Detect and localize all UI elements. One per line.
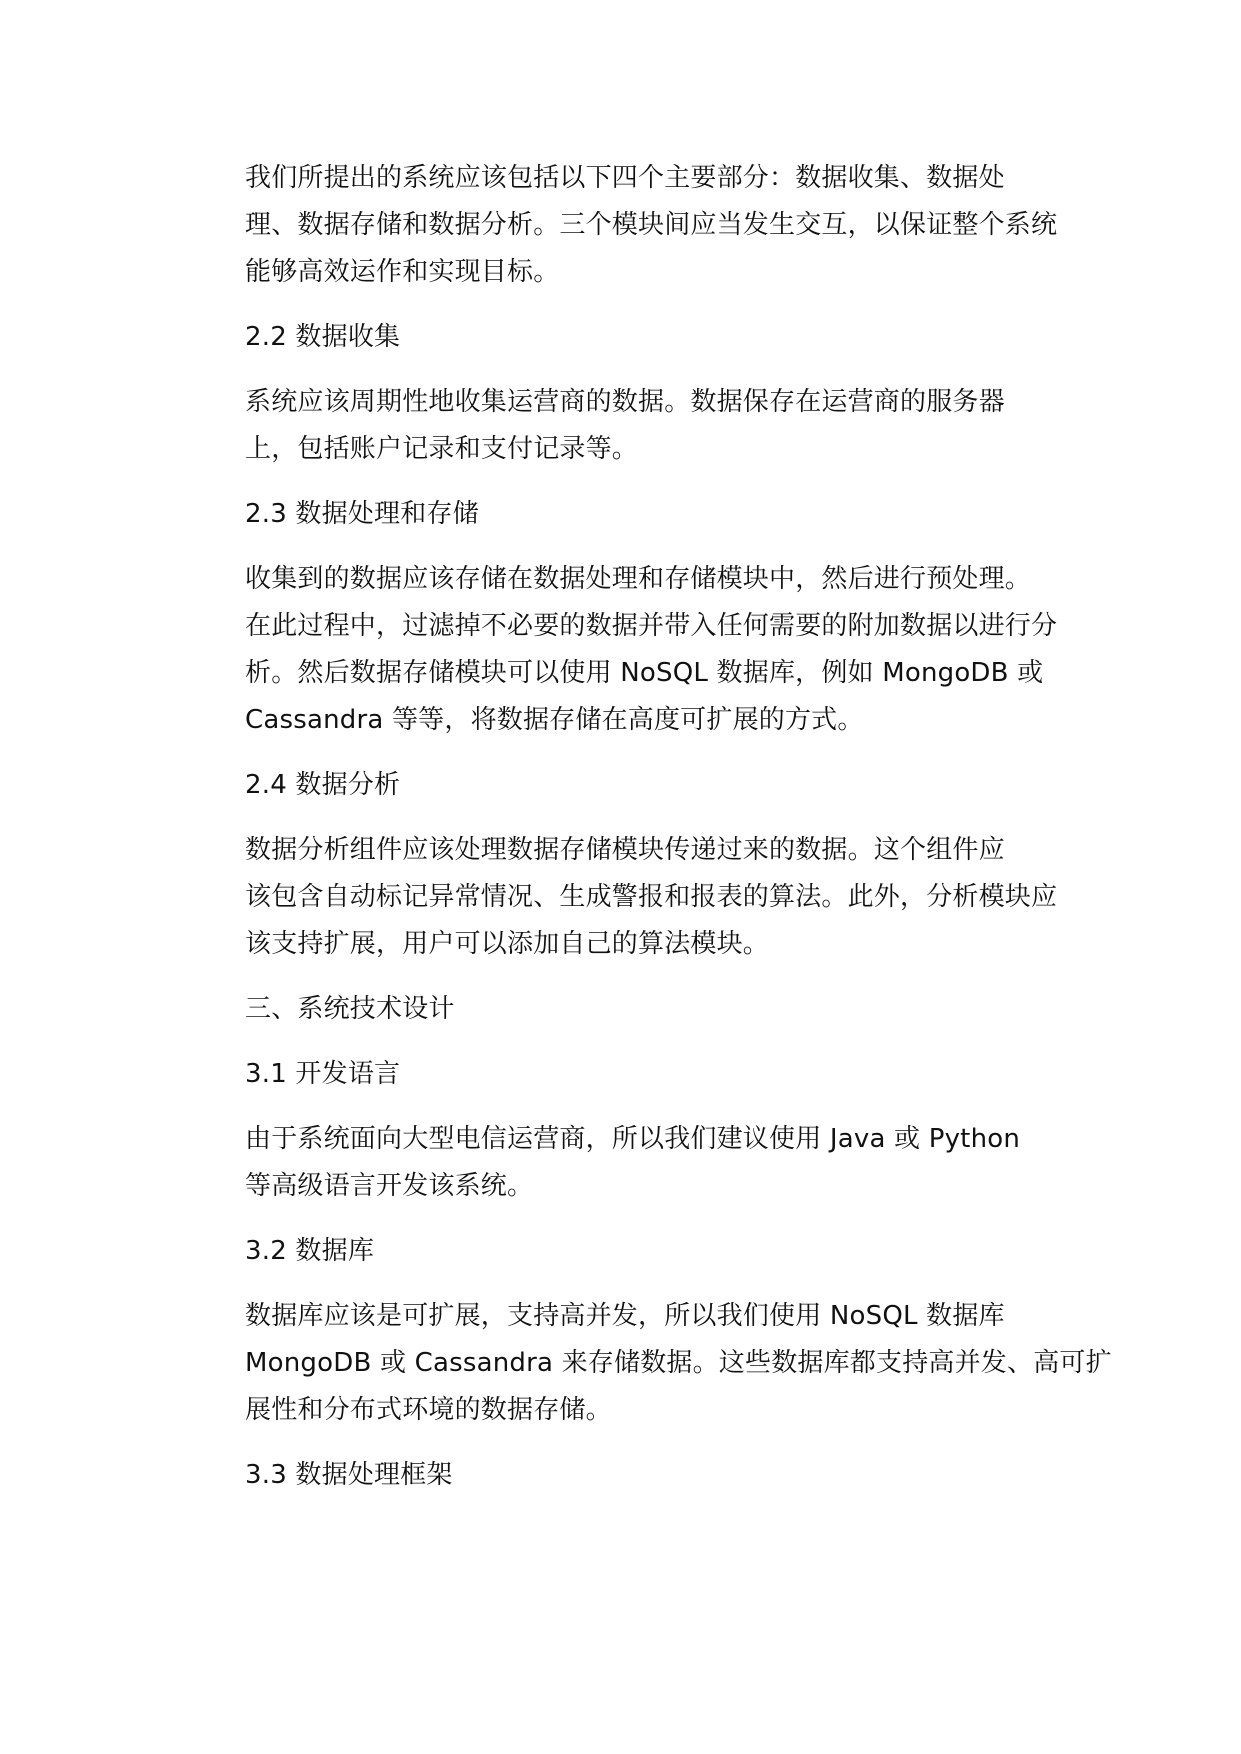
paragraph-dev-language bbox=[187, 1116, 1057, 1210]
text-line: 我们所提出的系统应该包括以下四个主要部分：数据收集、数据处 bbox=[245, 163, 1005, 193]
heading-2-4: 2.4 数据分析 bbox=[245, 770, 401, 800]
heading-3-2: 3.2 数据库 bbox=[245, 1236, 375, 1266]
text-line: 等高级语言开发该系统。 bbox=[245, 1171, 534, 1201]
document-body bbox=[187, 155, 1112, 1517]
text-line: 数据库应该是可扩展，支持高并发，所以我们使用 NoSQL 数据库 bbox=[245, 1301, 1005, 1331]
text-line: MongoDB 或 Cassandra 来存储数据。这些数据库都支持高并发、高可扩 bbox=[245, 1348, 1112, 1378]
text-line: 能够高效运作和实现目标。 bbox=[245, 257, 560, 287]
heading-2-2: 2.2 数据收集 bbox=[245, 322, 401, 352]
text-line: 理、数据存储和数据分析。三个模块间应当发生交互，以保证整个系统 bbox=[245, 210, 1058, 240]
text-line: 上，包括账户记录和支付记录等。 bbox=[245, 434, 639, 464]
text-line: 系统应该周期性地收集运营商的数据。数据保存在运营商的服务器 bbox=[245, 387, 1005, 417]
paragraph-system-overview bbox=[187, 155, 1057, 296]
text-line: 收集到的数据应该存储在数据处理和存储模块中，然后进行预处理。 bbox=[245, 564, 1032, 594]
text-line: 由于系统面向大型电信运营商，所以我们建议使用 Java 或 Python bbox=[245, 1124, 1021, 1154]
paragraph-data-collection bbox=[187, 379, 1057, 473]
text-line: 析。然后数据存储模块可以使用 NoSQL 数据库，例如 MongoDB 或 bbox=[245, 658, 1044, 688]
heading-3-3: 3.3 数据处理框架 bbox=[245, 1460, 453, 1490]
heading-3-1: 3.1 开发语言 bbox=[245, 1059, 401, 1089]
text-line: 展性和分布式环境的数据存储。 bbox=[245, 1395, 612, 1425]
text-line: 在此过程中，过滤掉不必要的数据并带入任何需要的附加数据以进行分 bbox=[245, 611, 1058, 641]
text-line: Cassandra 等等，将数据存储在高度可扩展的方式。 bbox=[245, 705, 864, 735]
text-line: 该包含自动标记异常情况、生成警报和报表的算法。此外，分析模块应 bbox=[245, 882, 1058, 912]
paragraph-database bbox=[187, 1293, 1112, 1434]
heading-2-3: 2.3 数据处理和存储 bbox=[245, 499, 479, 529]
heading-section-3: 三、系统技术设计 bbox=[245, 994, 455, 1024]
paragraph-processing-storage bbox=[187, 556, 1057, 744]
text-line: 该支持扩展，用户可以添加自己的算法模块。 bbox=[245, 929, 770, 959]
text-line: 数据分析组件应该处理数据存储模块传递过来的数据。这个组件应 bbox=[245, 835, 1005, 865]
paragraph-data-analysis bbox=[187, 827, 1057, 968]
